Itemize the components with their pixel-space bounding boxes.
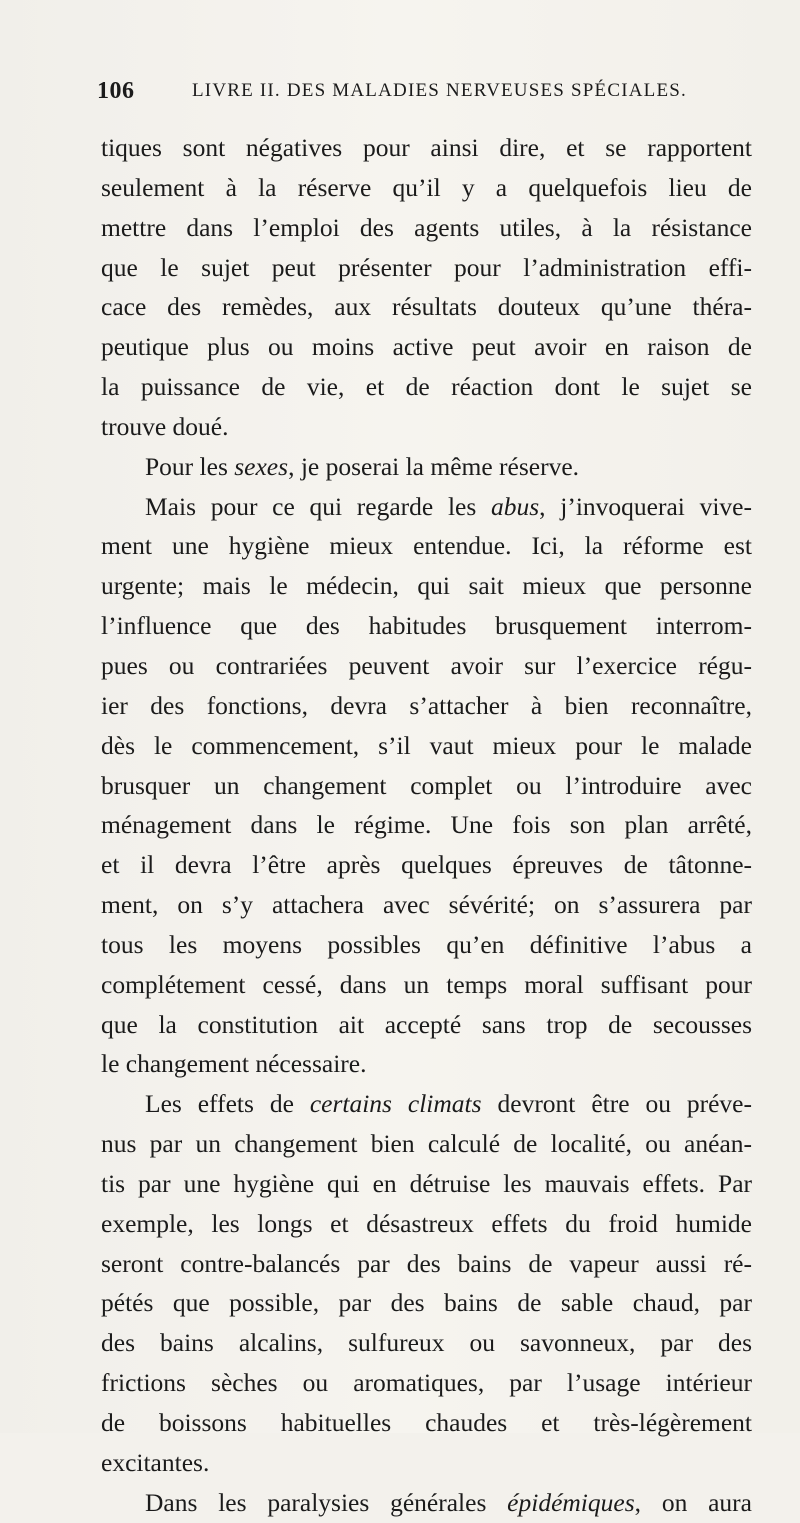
running-head: LIVRE II. DES MALADIES NERVEUSES SPÉCIALES. — [192, 80, 688, 101]
text-line: mettre dans l’emploi des agents utiles, à la résistance — [101, 212, 752, 242]
text-line: le changement nécessaire. — [101, 1049, 367, 1079]
text-line: tis par une hygiène qui en détruise les mauvais effets. Par — [101, 1168, 752, 1198]
text-line: nus par un changement bien calculé de localité, ou anéan- — [101, 1129, 752, 1159]
text-line: Dans les paralysies générales épidémiques, on aura — [145, 1487, 752, 1517]
text-line: exemple, les longs et désastreux effets du froid humide — [101, 1208, 752, 1238]
text-line: que le sujet peut présenter pour l’administration effi- — [101, 252, 752, 282]
text-line: excitantes. — [101, 1447, 210, 1477]
page-number: 106 — [97, 78, 135, 104]
text-line: seront contre-balancés par des bains de vapeur aussi ré- — [101, 1248, 752, 1278]
text-line: dès le commencement, s’il vaut mieux pour le malade — [101, 730, 752, 760]
text-line: ment, on s’y attachera avec sévérité; on s’assurera par — [101, 890, 752, 920]
text-line: la puissance de vie, et de réaction dont le sujet se — [101, 372, 752, 402]
text-line: brusquer un changement complet ou l’introduire avec — [101, 770, 752, 800]
text-line: frictions sèches ou aromatiques, par l’usage intérieur — [101, 1368, 752, 1398]
italic-term: abus — [490, 491, 540, 521]
text-line: peutique plus ou moins active peut avoir en raison de — [101, 332, 752, 362]
text-line: ménagement dans le régime. Une fois son plan arrêté, — [101, 810, 752, 840]
text-line: seulement à la réserve qu’il y a quelquefois lieu de — [101, 172, 752, 202]
text-line: cace des remèdes, aux résultats douteux qu’une théra- — [101, 292, 752, 322]
text-line: ment une hygiène mieux entendue. Ici, la réforme est — [101, 531, 752, 561]
text-line: Pour les sexes, je poserai la même réserve. — [145, 451, 580, 481]
text-line: ier des fonctions, devra s’attacher à bien reconnaître, — [101, 690, 752, 720]
text-line: des bains alcalins, sulfureux ou savonneux, par des — [101, 1328, 752, 1358]
text-line: complétement cessé, dans un temps moral suffisant pour — [101, 969, 752, 999]
text-line: tiques sont négatives pour ainsi dire, et se rapportent — [101, 133, 752, 162]
body-text — [101, 128, 752, 1523]
italic-term: sexes — [234, 451, 289, 481]
text-line: trouve doué. — [101, 411, 229, 441]
text-line: pues ou contrariées peuvent avoir sur l’exercice régu- — [101, 650, 752, 680]
text-line: et il devra l’être après quelques épreuves de tâtonne- — [101, 850, 752, 880]
italic-term: certains climats — [309, 1089, 482, 1119]
page-header — [97, 78, 702, 108]
text-line: pétés que possible, par des bains de sable chaud, par — [101, 1288, 752, 1318]
text-line: urgente; mais le médecin, qui sait mieux que personne — [101, 571, 752, 601]
text-line: l’influence que des habitudes brusquement interrom- — [101, 611, 752, 641]
italic-term: épidémiques — [507, 1487, 635, 1517]
text-line: Mais pour ce qui regarde les abus, j’invoquerai vive- — [145, 491, 752, 521]
text-line: que la constitution ait accepté sans trop de secousses — [101, 1009, 752, 1039]
text-line: tous les moyens possibles qu’en définitive l’abus a — [101, 929, 752, 959]
text-line: de boissons habituelles chaudes et très-légèrement — [101, 1408, 752, 1437]
text-line: Les effets de certains climats devront être ou préve- — [145, 1089, 752, 1119]
